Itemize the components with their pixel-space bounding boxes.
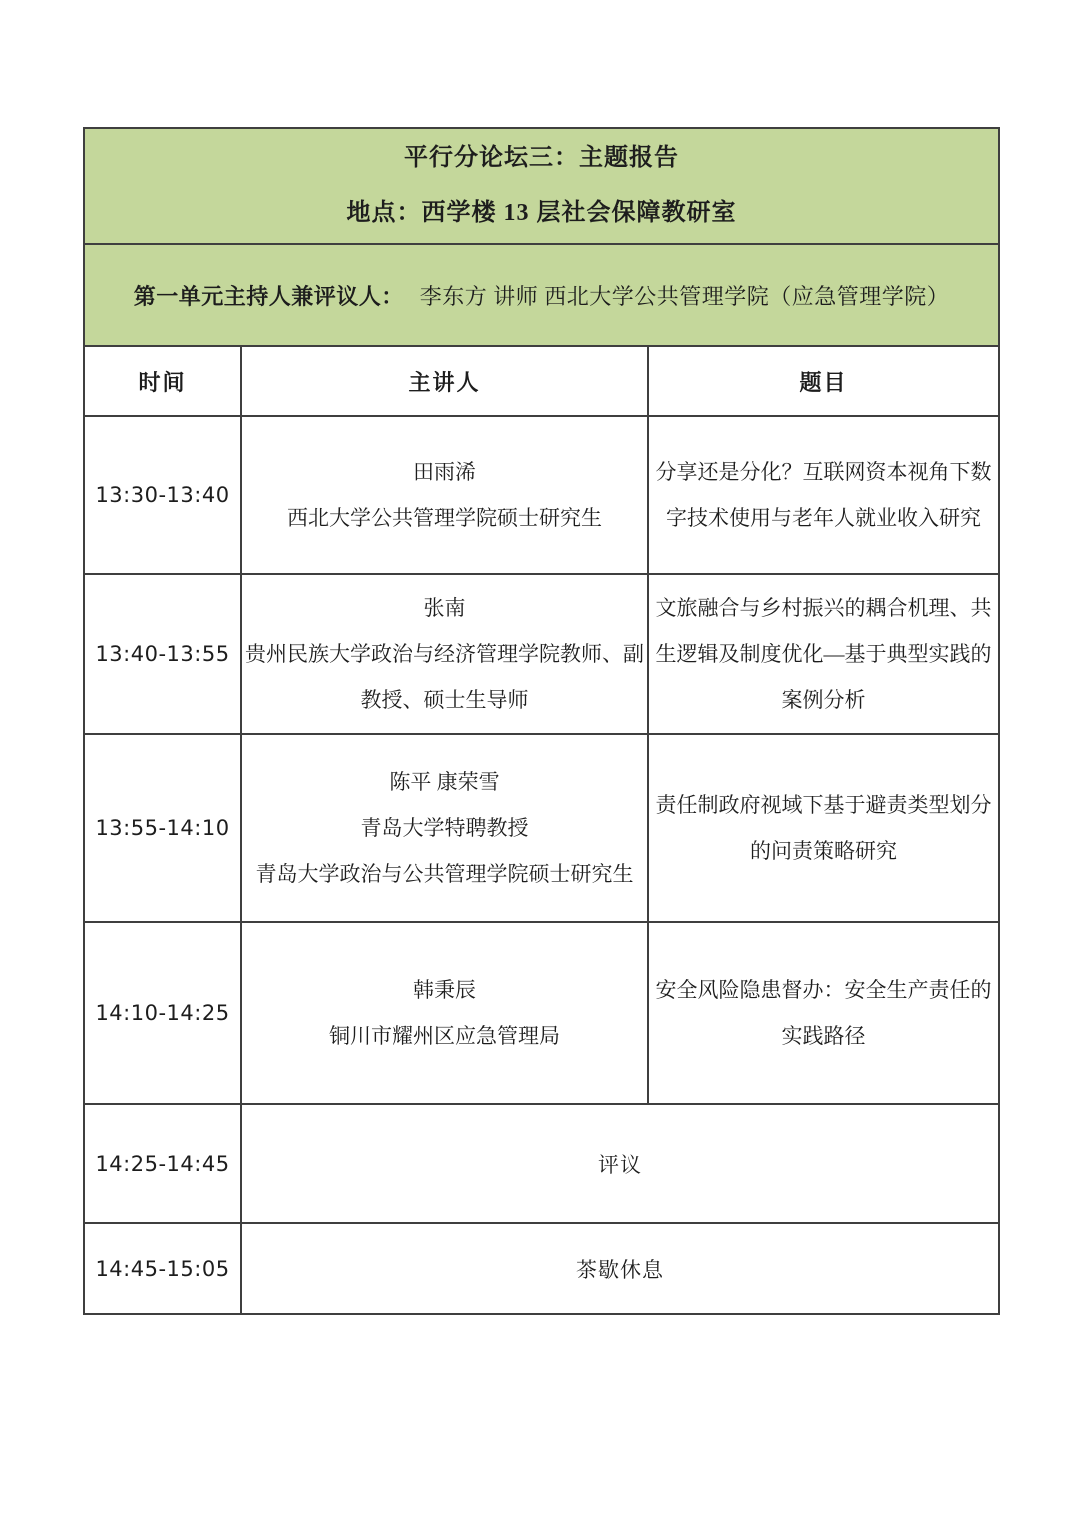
speaker-name: 张南 [423,596,466,620]
agenda-sheet [83,127,1000,1315]
table-row [84,922,999,1104]
speaker-cell [241,734,648,922]
moderator-label: 第一单元主持人兼评议人： [133,283,404,309]
col-header-time: 时间 [84,346,241,416]
table-row [84,574,999,734]
table-row [84,416,999,574]
topic-cell: 安全风险隐患督办：安全生产责任的实践路径 [648,922,999,1104]
session-review-row [84,1104,999,1223]
forum-title-cell [84,128,999,244]
speaker-affiliation: 青岛大学政治与公共管理学院硕士研究生 [255,862,634,886]
session-review-label: 评议 [241,1104,999,1223]
table-row [84,734,999,922]
speaker-cell [241,922,648,1104]
speaker-affiliation: 铜川市耀州区应急管理局 [329,1024,560,1048]
schedule-table [83,127,1000,1315]
topic-cell: 分享还是分化？互联网资本视角下数字技术使用与老年人就业收入研究 [648,416,999,574]
speaker-name: 陈平 康荣雪 [389,770,500,794]
speaker-name: 田雨浠 [413,460,476,484]
col-header-speaker: 主讲人 [241,346,648,416]
moderator-value: 李东方 讲师 西北大学公共管理学院（应急管理学院） [419,283,950,309]
time-cell: 14:45-15:05 [84,1223,241,1314]
tea-break-row [84,1223,999,1314]
time-cell: 13:30-13:40 [84,416,241,574]
speaker-name: 韩秉辰 [413,978,476,1002]
speaker-cell [241,574,648,734]
time-cell: 14:25-14:45 [84,1104,241,1223]
topic-cell: 责任制政府视域下基于避责类型划分的问责策略研究 [648,734,999,922]
speaker-affiliation: 青岛大学特聘教授 [360,816,529,840]
col-header-topic: 题目 [648,346,999,416]
speaker-affiliation: 西北大学公共管理学院硕士研究生 [287,506,602,530]
moderator-cell [84,244,999,346]
table-header-row [84,346,999,416]
forum-location: 地点：西学楼 13 层社会保障教研室 [346,200,737,226]
time-cell: 13:55-14:10 [84,734,241,922]
speaker-affiliation: 贵州民族大学政治与经济管理学院教师、副教授、硕士生导师 [245,642,644,712]
time-cell: 13:40-13:55 [84,574,241,734]
tea-break-label: 茶歇休息 [241,1223,999,1314]
time-cell: 14:10-14:25 [84,922,241,1104]
forum-title: 平行分论坛三：主题报告 [404,145,680,171]
speaker-cell [241,416,648,574]
topic-cell: 文旅融合与乡村振兴的耦合机理、共生逻辑及制度优化—基于典型实践的案例分析 [648,574,999,734]
